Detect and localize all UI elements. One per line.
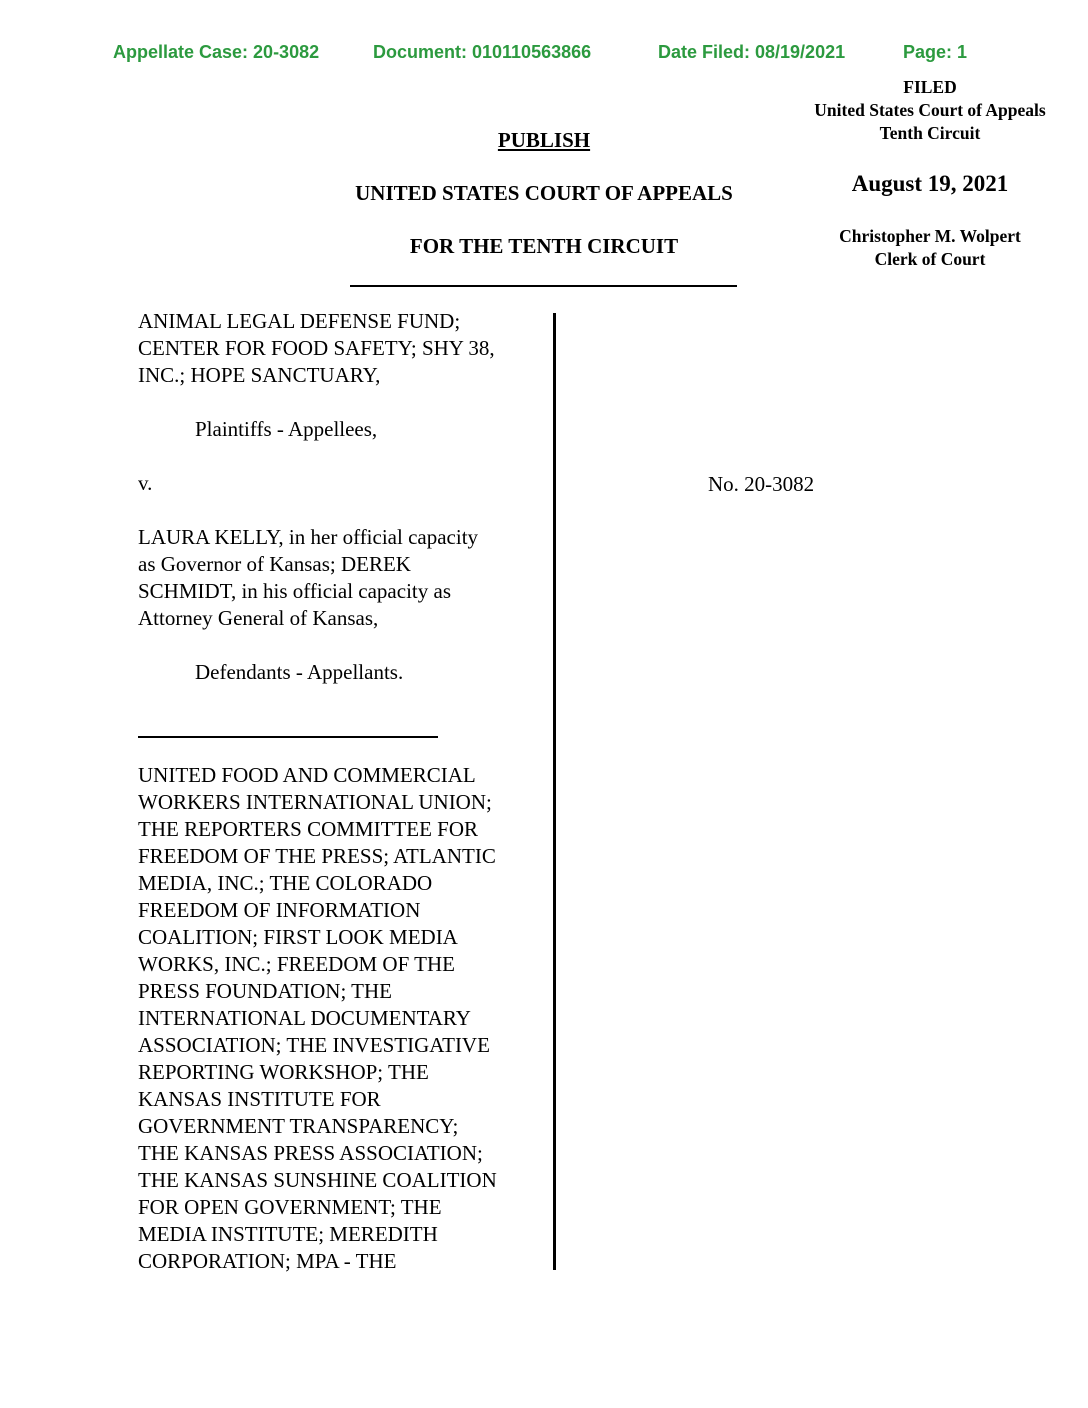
defendants-role: Defendants - Appellants. [195,660,404,684]
text-line: FREEDOM OF INFORMATION [138,898,421,922]
text-line: SCHMIDT, in his official capacity as [138,579,451,603]
caption-vertical-divider [553,313,556,1270]
text-line: CENTER FOR FOOD SAFETY; SHY 38, [138,336,495,360]
circuit-heading: FOR THE TENTH CIRCUIT [409,234,679,258]
defendants-names [138,524,546,632]
text-line: THE KANSAS PRESS ASSOCIATION; [138,1141,483,1165]
versus-label: v. [138,471,153,495]
document-number-label: Document: 010110563866 [373,42,592,62]
text-line: THE KANSAS SUNSHINE COALITION [138,1168,497,1192]
amici-names [138,762,546,1275]
court-heading: UNITED STATES COURT OF APPEALS [355,181,733,205]
text-line: CORPORATION; MPA - THE [138,1249,397,1273]
page-number-label: Page: 1 [903,42,968,62]
stamp-court-name: United States Court of Appeals [814,100,1046,120]
text-line: LAURA KELLY, in her official capacity [138,525,479,549]
text-line: ANIMAL LEGAL DEFENSE FUND; [138,309,461,333]
text-line: MEDIA, INC.; THE COLORADO [138,871,433,895]
text-line: FREEDOM OF THE PRESS; ATLANTIC [138,844,496,868]
text-line: INTERNATIONAL DOCUMENTARY [138,1006,471,1030]
clerk-title: Clerk of Court [874,249,986,269]
appellate-case-label: Appellate Case: 20-3082 [113,42,320,62]
text-line: WORKS, INC.; FREEDOM OF THE [138,952,455,976]
stamp-filing-date: August 19, 2021 [851,171,1009,196]
text-line: FOR OPEN GOVERNMENT; THE [138,1195,442,1219]
text-line: WORKERS INTERNATIONAL UNION; [138,790,492,814]
stamp-circuit-name: Tenth Circuit [879,123,981,143]
clerk-name: Christopher M. Wolpert [839,226,1021,246]
text-line: REPORTING WORKSHOP; THE [138,1060,429,1084]
pacer-header [0,42,1088,66]
plaintiffs-role: Plaintiffs - Appellees, [195,417,378,441]
text-line: THE REPORTERS COMMITTEE FOR [138,817,479,841]
horizontal-rule-top [350,285,737,287]
plaintiffs-names [138,308,546,389]
text-line: Attorney General of Kansas, [138,606,379,630]
case-number: No. 20-3082 [708,472,815,496]
text-line: MEDIA INSTITUTE; MEREDITH [138,1222,438,1246]
text-line: GOVERNMENT TRANSPARENCY; [138,1114,459,1138]
date-filed-label: Date Filed: 08/19/2021 [658,42,846,62]
publish-heading: PUBLISH [497,128,591,152]
caption-column [138,308,546,1275]
text-line: COALITION; FIRST LOOK MEDIA [138,925,458,949]
text-line: ASSOCIATION; THE INVESTIGATIVE [138,1033,490,1057]
filed-label: FILED [903,77,957,97]
text-line: KANSAS INSTITUTE FOR [138,1087,381,1111]
text-line: as Governor of Kansas; DEREK [138,552,411,576]
text-line: INC.; HOPE SANCTUARY, [138,363,381,387]
text-line: PRESS FOUNDATION; THE [138,979,392,1003]
text-line: UNITED FOOD AND COMMERCIAL [138,763,476,787]
horizontal-rule-short [138,736,438,738]
